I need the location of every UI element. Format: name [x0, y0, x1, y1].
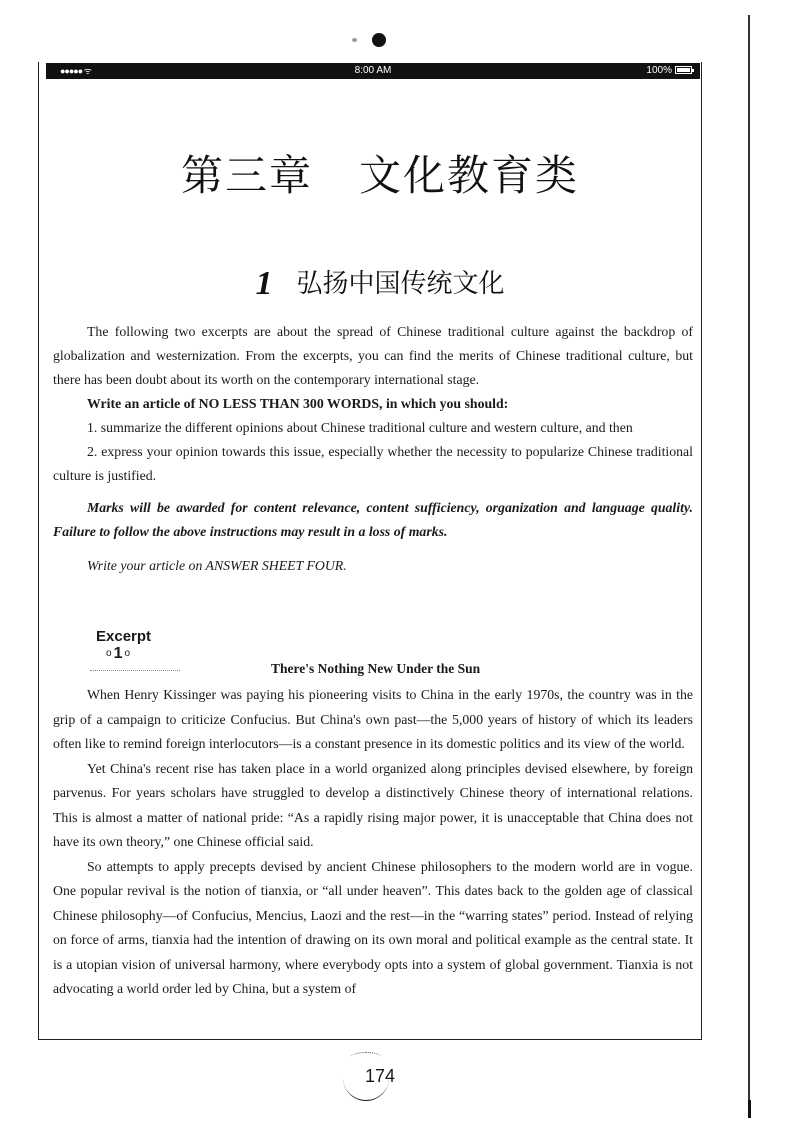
page-number: 174 — [364, 1066, 396, 1086]
dot-icon: o — [106, 648, 114, 659]
status-time: 8:00 AM — [354, 65, 392, 76]
battery-indicator — [646, 65, 692, 76]
instructions-item-2: 2. express your opinion towards this issue, especially whether the necessity to popularize Chinese traditional culture is justified. — [53, 444, 693, 483]
instructions-task: Write an article of NO LESS THAN 300 WORDS, in which you should: — [87, 396, 509, 411]
excerpt-label: Excerpt — [96, 628, 152, 645]
signal-icon: ●●●●● ᯤ — [60, 66, 91, 76]
instructions-item-1: 1. summarize the different opinions about Chinese traditional culture and western culture, and then — [87, 420, 633, 435]
article-paragraph: When Henry Kissinger was paying his pioneering visits to China in the early 1970s, the country was in the grip of a campaign to criticize Confucius. But China's own past—the 5,000 years of history of which its leaders often like to remind foreign interlocutors—is a constant presence in its domestic politics and its view of the world. — [53, 687, 693, 751]
battery-icon — [675, 66, 692, 74]
article-paragraph: Yet China's recent rise has taken place in a world organized along principles devised elsewhere, by foreign parvenus. For years scholars have struggled to develop a distinctively Chinese theory of international relations. This is almost a matter of national pride: “As a rapidly rising major power, it is unacceptable that China does not have its own theory,” one Chinese official said. — [53, 760, 693, 849]
article-paragraph: So attempts to apply precepts devised by ancient Chinese philosophers to the modern world are in vogue. One popular revival is the notion of tianxia, or “all under heaven”. This dates back to the golden age of classical Chinese philosophy—of Confucius, Mencius, Laozi and the rest—in the “warring states” period. Instead of relying on force of arms, tianxia had the intention of drawing on its own moral and political example as the central state. It is a utopian vision of universal harmony, where everybody opts into a system of global government. Tianxia is not advocating a world order led by China, but a system of — [53, 858, 693, 996]
excerpt-number-line — [106, 645, 170, 663]
instructions-block — [53, 320, 693, 578]
article-title: There's Nothing New Under the Sun — [271, 661, 481, 676]
section-number: 1 — [255, 265, 273, 302]
chapter-title: 第三章 文化教育类 — [180, 151, 580, 200]
camera-icon — [372, 33, 386, 47]
instructions-answer-sheet: Write your article on ANSWER SHEET FOUR. — [87, 558, 347, 573]
page-edge-tick — [748, 1100, 751, 1118]
excerpt-number: 1 — [113, 645, 125, 662]
proximity-sensor-icon — [352, 38, 357, 42]
excerpt-badge — [90, 628, 170, 663]
section-heading — [0, 263, 760, 303]
instructions-marks: Marks will be awarded for content relevance, content sufficiency, organization and language quality. Failure to follow the above instructions may result in a loss of marks. — [53, 500, 693, 539]
excerpt-underline — [90, 670, 180, 671]
dot-icon: o — [124, 648, 133, 659]
article-body — [53, 683, 693, 1002]
status-bar — [46, 63, 700, 79]
instructions-intro: The following two excerpts are about the spread of Chinese traditional culture against the backdrop of globalization and westernization. From the excerpts, you can find the merits of Chinese traditional culture, but there has been doubt about its worth on the contemporary international stage. — [53, 324, 693, 387]
section-title: 弘扬中国传统文化 — [296, 269, 505, 299]
battery-percent: 100% — [646, 65, 672, 76]
